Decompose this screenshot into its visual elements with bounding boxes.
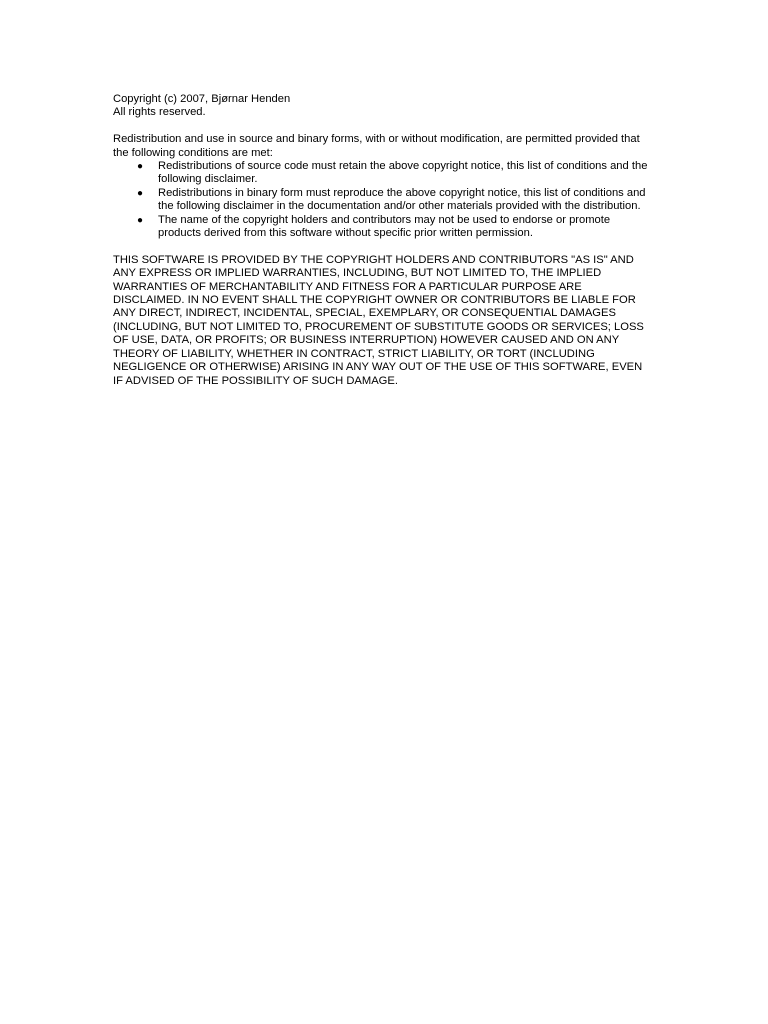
disclaimer-line: OF USE, DATA, OR PROFITS; OR BUSINESS INTERRUPTION) HOWEVER CAUSED AND ON ANY <box>113 334 620 347</box>
disclaimer-line: ANY EXPRESS OR IMPLIED WARRANTIES, INCLUDING, BUT NOT LIMITED TO, THE IMPLIED <box>113 267 602 280</box>
bullet-icon: ● <box>137 187 144 199</box>
condition-line: the following disclaimer in the documentation and/or other materials provided with the distribution. <box>158 200 641 213</box>
condition-item <box>113 160 658 187</box>
disclaimer-paragraph <box>113 254 658 388</box>
paragraph-gap <box>113 240 658 253</box>
paragraph-gap <box>113 120 658 133</box>
disclaimer-line: DISCLAIMED. IN NO EVENT SHALL THE COPYRIGHT OWNER OR CONTRIBUTORS BE LIABLE FOR <box>113 294 636 307</box>
condition-line: Redistributions in binary form must reproduce the above copyright notice, this list of conditions and <box>158 186 646 199</box>
disclaimer-line: ANY DIRECT, INDIRECT, INCIDENTAL, SPECIAL, EXEMPLARY, OR CONSEQUENTIAL DAMAGES <box>113 307 616 320</box>
copyright-block <box>113 93 658 120</box>
disclaimer-line: IF ADVISED OF THE POSSIBILITY OF SUCH DAMAGE. <box>113 374 398 387</box>
condition-item <box>113 214 658 241</box>
disclaimer-line: THIS SOFTWARE IS PROVIDED BY THE COPYRIGHT HOLDERS AND CONTRIBUTORS "AS IS" AND <box>113 253 634 266</box>
conditions-list <box>113 160 658 240</box>
intro-paragraph <box>113 133 658 160</box>
bullet-icon: ● <box>137 214 144 226</box>
disclaimer-line: (INCLUDING, BUT NOT LIMITED TO, PROCUREMENT OF SUBSTITUTE GOODS OR SERVICES; LOSS <box>113 320 644 333</box>
copyright-notice: Copyright (c) 2007, Bjørnar Henden <box>113 93 291 105</box>
disclaimer-line: WARRANTIES OF MERCHANTABILITY AND FITNESS FOR A PARTICULAR PURPOSE ARE <box>113 280 582 293</box>
disclaimer-line: NEGLIGENCE OR OTHERWISE) ARISING IN ANY WAY OUT OF THE USE OF THIS SOFTWARE, EVEN <box>113 361 643 374</box>
bullet-icon: ● <box>137 161 144 173</box>
condition-line: following disclaimer. <box>158 173 258 186</box>
condition-item <box>113 187 658 214</box>
disclaimer-line: THEORY OF LIABILITY, WHETHER IN CONTRACT, STRICT LIABILITY, OR TORT (INCLUDING <box>113 347 595 360</box>
license-text <box>113 93 658 388</box>
condition-line: products derived from this software without specific prior written permission. <box>158 227 533 240</box>
intro-line: Redistribution and use in source and binary forms, with or without modification, are permitted provided that <box>113 133 640 146</box>
rights-reserved: All rights reserved. <box>113 106 206 119</box>
condition-line: The name of the copyright holders and contributors may not be used to endorse or promote <box>158 213 611 226</box>
condition-line: Redistributions of source code must retain the above copyright notice, this list of conditions and the <box>158 160 648 173</box>
intro-line: the following conditions are met: <box>113 146 273 159</box>
